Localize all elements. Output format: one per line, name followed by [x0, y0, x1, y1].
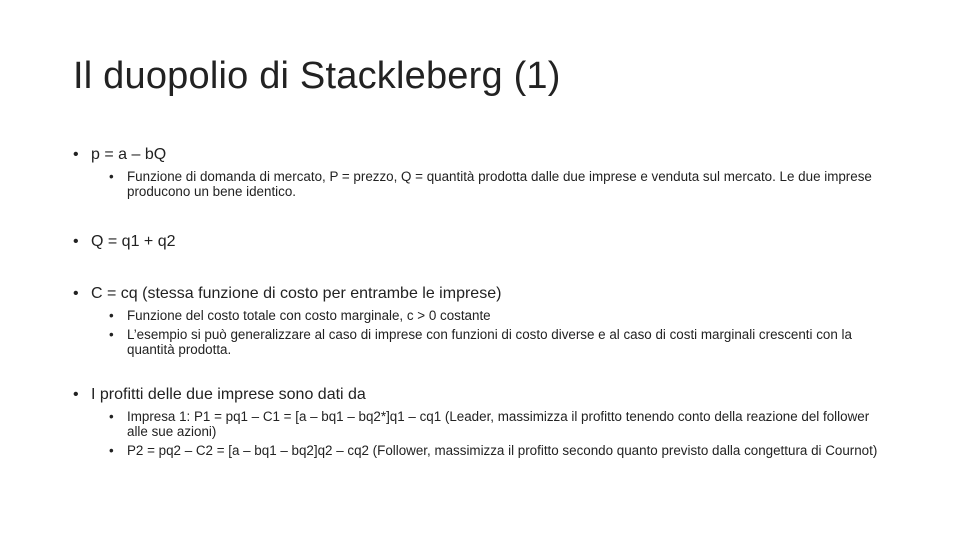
bullet-cost-function: • C = cq (stessa funzione di costo per entrambe le imprese): [73, 284, 893, 303]
sub-bullet-list: [109, 308, 893, 357]
sub-bullet-generalization: • L’esempio si può generalizzare al caso di imprese con funzioni di costo diverse e al caso di costi marginali crescenti con la quantità prodotta.: [109, 327, 893, 357]
bullet-group-profits: [73, 385, 893, 458]
sub-bullet-marginal-cost: • Funzione del costo totale con costo marginale, c > 0 costante: [109, 308, 893, 323]
sub-bullet-demand-description: • Funzione di domanda di mercato, P = prezzo, Q = quantità prodotta dalle due imprese e venduta sul mercato. Le due imprese producono un bene identico.: [109, 169, 893, 199]
bullet-group-quantity: [73, 232, 893, 251]
bullet-demand-function: • p = a – bQ: [73, 145, 893, 164]
slide-content: [73, 145, 893, 462]
bullet-group-cost: [73, 284, 893, 357]
slide-title: Il duopolio di Stackleberg (1): [73, 55, 561, 97]
bullet-group-demand: [73, 145, 893, 199]
sub-bullet-list: [109, 409, 893, 458]
bullet-total-quantity: • Q = q1 + q2: [73, 232, 893, 251]
sub-bullet-list: [109, 169, 893, 199]
sub-bullet-leader-profit: • Impresa 1: P1 = pq1 – C1 = [a – bq1 – bq2*]q1 – cq1 (Leader, massimizza il profitto tenendo conto della reazione del follower alle sue azioni): [109, 409, 893, 439]
sub-bullet-follower-profit: • P2 = pq2 – C2 = [a – bq1 – bq2]q2 – cq2 (Follower, massimizza il profitto secondo quanto previsto dalla congettura di Cournot): [109, 443, 893, 458]
bullet-profits: • I profitti delle due imprese sono dati da: [73, 385, 893, 404]
